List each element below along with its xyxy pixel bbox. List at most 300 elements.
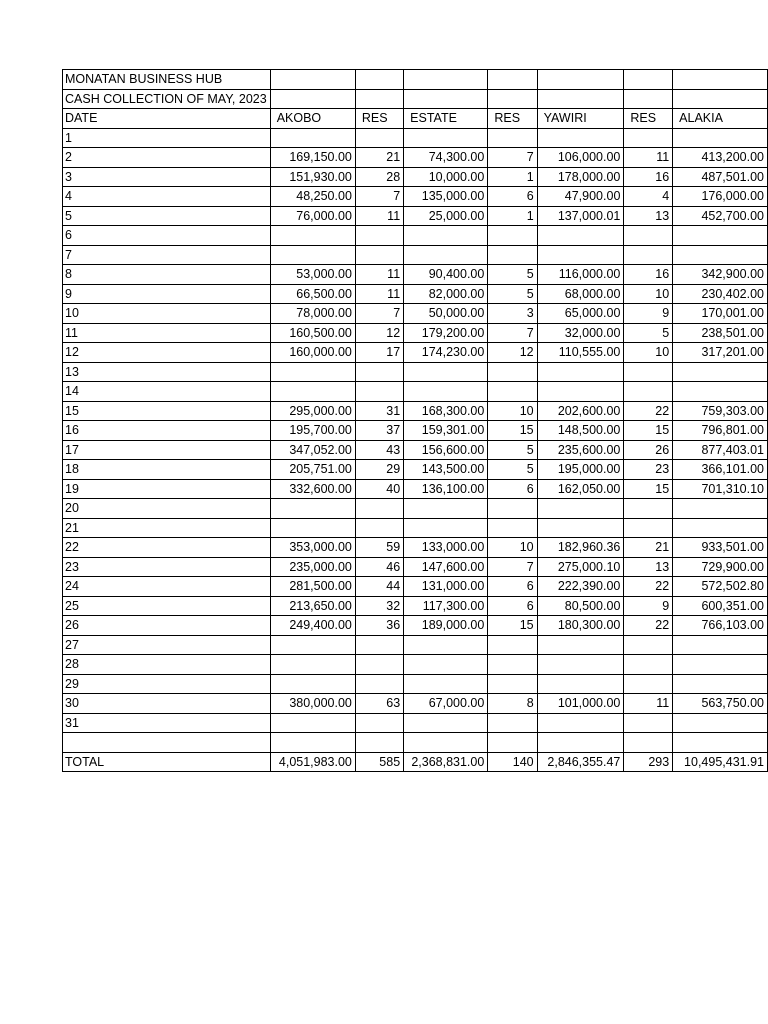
value-cell[interactable] bbox=[537, 733, 624, 753]
value-cell[interactable] bbox=[537, 518, 624, 538]
value-cell[interactable]: 766,103.00 bbox=[673, 616, 768, 636]
value-cell[interactable]: 148,500.00 bbox=[537, 421, 624, 441]
value-cell[interactable]: 5 bbox=[488, 460, 537, 480]
date-cell[interactable]: 24 bbox=[63, 577, 271, 597]
value-cell[interactable]: 178,000.00 bbox=[537, 167, 624, 187]
value-cell[interactable] bbox=[355, 733, 403, 753]
value-cell[interactable]: 701,310.10 bbox=[673, 479, 768, 499]
value-cell[interactable]: 487,501.00 bbox=[673, 167, 768, 187]
date-cell[interactable]: 1 bbox=[63, 128, 271, 148]
value-cell[interactable]: 180,300.00 bbox=[537, 616, 624, 636]
value-cell[interactable]: 796,801.00 bbox=[673, 421, 768, 441]
column-header[interactable]: ESTATE bbox=[404, 109, 488, 129]
value-cell[interactable] bbox=[673, 245, 768, 265]
value-cell[interactable]: 10,000.00 bbox=[404, 167, 488, 187]
value-cell[interactable]: 32,000.00 bbox=[537, 323, 624, 343]
value-cell[interactable]: 293 bbox=[624, 752, 673, 772]
date-cell[interactable]: 20 bbox=[63, 499, 271, 519]
table-row bbox=[63, 616, 768, 636]
value-cell[interactable] bbox=[624, 655, 673, 675]
value-cell[interactable]: 48,250.00 bbox=[270, 187, 355, 207]
value-cell[interactable] bbox=[355, 128, 403, 148]
date-cell[interactable]: 15 bbox=[63, 401, 271, 421]
value-cell[interactable]: 366,101.00 bbox=[673, 460, 768, 480]
value-cell[interactable]: 16 bbox=[624, 167, 673, 187]
value-cell[interactable]: 7 bbox=[488, 557, 537, 577]
value-cell[interactable] bbox=[270, 733, 355, 753]
value-cell[interactable]: 17 bbox=[355, 343, 403, 363]
cell[interactable] bbox=[355, 89, 403, 109]
value-cell[interactable]: 65,000.00 bbox=[537, 304, 624, 324]
value-cell[interactable]: 353,000.00 bbox=[270, 538, 355, 558]
value-cell[interactable] bbox=[355, 499, 403, 519]
date-cell[interactable]: 25 bbox=[63, 596, 271, 616]
column-header[interactable]: YAWIRI bbox=[537, 109, 624, 129]
value-cell[interactable] bbox=[488, 518, 537, 538]
table-row bbox=[63, 343, 768, 363]
value-cell[interactable]: 6 bbox=[488, 187, 537, 207]
date-cell[interactable]: 9 bbox=[63, 284, 271, 304]
value-cell[interactable] bbox=[404, 518, 488, 538]
value-cell[interactable]: 50,000.00 bbox=[404, 304, 488, 324]
table-row bbox=[63, 226, 768, 246]
cell[interactable] bbox=[488, 89, 537, 109]
value-cell[interactable] bbox=[537, 713, 624, 733]
value-cell[interactable] bbox=[404, 635, 488, 655]
value-cell[interactable]: 101,000.00 bbox=[537, 694, 624, 714]
value-cell[interactable] bbox=[673, 499, 768, 519]
cell[interactable] bbox=[537, 89, 624, 109]
column-header[interactable]: RES bbox=[488, 109, 537, 129]
value-cell[interactable]: 759,303.00 bbox=[673, 401, 768, 421]
value-cell[interactable]: 933,501.00 bbox=[673, 538, 768, 558]
value-cell[interactable] bbox=[537, 362, 624, 382]
column-header[interactable]: RES bbox=[624, 109, 673, 129]
date-cell[interactable]: 21 bbox=[63, 518, 271, 538]
value-cell[interactable] bbox=[673, 655, 768, 675]
value-cell[interactable]: 7 bbox=[488, 323, 537, 343]
value-cell[interactable]: 572,502.80 bbox=[673, 577, 768, 597]
value-cell[interactable] bbox=[673, 518, 768, 538]
value-cell[interactable]: 40 bbox=[355, 479, 403, 499]
value-cell[interactable]: 275,000.10 bbox=[537, 557, 624, 577]
date-cell[interactable]: 8 bbox=[63, 265, 271, 285]
value-cell[interactable] bbox=[355, 518, 403, 538]
value-cell[interactable]: 16 bbox=[624, 265, 673, 285]
value-cell[interactable]: 116,000.00 bbox=[537, 265, 624, 285]
value-cell[interactable] bbox=[404, 128, 488, 148]
value-cell[interactable]: 46 bbox=[355, 557, 403, 577]
value-cell[interactable]: 13 bbox=[624, 206, 673, 226]
value-cell[interactable] bbox=[488, 655, 537, 675]
value-cell[interactable]: 117,300.00 bbox=[404, 596, 488, 616]
value-cell[interactable]: 22 bbox=[624, 401, 673, 421]
cell[interactable] bbox=[270, 70, 355, 90]
value-cell[interactable]: 135,000.00 bbox=[404, 187, 488, 207]
value-cell[interactable] bbox=[624, 499, 673, 519]
value-cell[interactable]: 1 bbox=[488, 206, 537, 226]
table-row bbox=[63, 538, 768, 558]
value-cell[interactable] bbox=[488, 674, 537, 694]
column-header[interactable]: RES bbox=[355, 109, 403, 129]
date-cell[interactable]: 31 bbox=[63, 713, 271, 733]
value-cell[interactable]: 32 bbox=[355, 596, 403, 616]
value-cell[interactable] bbox=[404, 382, 488, 402]
table-row bbox=[63, 635, 768, 655]
value-cell[interactable]: 15 bbox=[488, 421, 537, 441]
value-cell[interactable]: 22 bbox=[624, 577, 673, 597]
value-cell[interactable]: 5 bbox=[488, 440, 537, 460]
value-cell[interactable]: 80,500.00 bbox=[537, 596, 624, 616]
value-cell[interactable]: 6 bbox=[488, 596, 537, 616]
date-cell[interactable]: 3 bbox=[63, 167, 271, 187]
date-cell[interactable]: 13 bbox=[63, 362, 271, 382]
date-cell[interactable]: 28 bbox=[63, 655, 271, 675]
value-cell[interactable]: 21 bbox=[624, 538, 673, 558]
value-cell[interactable]: 53,000.00 bbox=[270, 265, 355, 285]
value-cell[interactable]: 10 bbox=[488, 538, 537, 558]
table-row bbox=[63, 362, 768, 382]
value-cell[interactable] bbox=[624, 733, 673, 753]
value-cell[interactable]: 11 bbox=[355, 284, 403, 304]
value-cell[interactable] bbox=[537, 245, 624, 265]
value-cell[interactable] bbox=[270, 518, 355, 538]
date-cell[interactable]: TOTAL bbox=[63, 752, 271, 772]
column-header[interactable]: DATE bbox=[63, 109, 271, 129]
date-cell[interactable]: 18 bbox=[63, 460, 271, 480]
value-cell[interactable]: 174,230.00 bbox=[404, 343, 488, 363]
table-row bbox=[63, 128, 768, 148]
value-cell[interactable]: 317,201.00 bbox=[673, 343, 768, 363]
value-cell[interactable]: 78,000.00 bbox=[270, 304, 355, 324]
value-cell[interactable] bbox=[404, 733, 488, 753]
value-cell[interactable]: 43 bbox=[355, 440, 403, 460]
value-cell[interactable] bbox=[355, 674, 403, 694]
value-cell[interactable]: 169,150.00 bbox=[270, 148, 355, 168]
value-cell[interactable]: 9 bbox=[624, 596, 673, 616]
date-cell[interactable]: 4 bbox=[63, 187, 271, 207]
value-cell[interactable]: 10,495,431.91 bbox=[673, 752, 768, 772]
value-cell[interactable]: 15 bbox=[624, 421, 673, 441]
value-cell[interactable]: 6 bbox=[488, 577, 537, 597]
value-cell[interactable]: 5 bbox=[488, 284, 537, 304]
value-cell[interactable] bbox=[537, 382, 624, 402]
value-cell[interactable] bbox=[355, 362, 403, 382]
cell[interactable] bbox=[270, 89, 355, 109]
value-cell[interactable] bbox=[404, 674, 488, 694]
cell[interactable] bbox=[624, 89, 673, 109]
date-cell[interactable]: 10 bbox=[63, 304, 271, 324]
value-cell[interactable]: 162,050.00 bbox=[537, 479, 624, 499]
date-cell[interactable]: 6 bbox=[63, 226, 271, 246]
table-row bbox=[63, 284, 768, 304]
value-cell[interactable]: 67,000.00 bbox=[404, 694, 488, 714]
value-cell[interactable]: 133,000.00 bbox=[404, 538, 488, 558]
value-cell[interactable] bbox=[488, 733, 537, 753]
date-cell[interactable]: 30 bbox=[63, 694, 271, 714]
value-cell[interactable]: 140 bbox=[488, 752, 537, 772]
table-row bbox=[63, 518, 768, 538]
cell[interactable] bbox=[673, 89, 768, 109]
cell[interactable] bbox=[404, 70, 488, 90]
value-cell[interactable] bbox=[624, 518, 673, 538]
value-cell[interactable]: 4 bbox=[624, 187, 673, 207]
value-cell[interactable]: 21 bbox=[355, 148, 403, 168]
value-cell[interactable] bbox=[673, 713, 768, 733]
value-cell[interactable]: 10 bbox=[624, 343, 673, 363]
value-cell[interactable]: 143,500.00 bbox=[404, 460, 488, 480]
value-cell[interactable] bbox=[404, 362, 488, 382]
date-cell[interactable]: 14 bbox=[63, 382, 271, 402]
value-cell[interactable]: 36 bbox=[355, 616, 403, 636]
value-cell[interactable]: 281,500.00 bbox=[270, 577, 355, 597]
value-cell[interactable] bbox=[673, 635, 768, 655]
value-cell[interactable]: 3 bbox=[488, 304, 537, 324]
value-cell[interactable]: 222,390.00 bbox=[537, 577, 624, 597]
value-cell[interactable]: 82,000.00 bbox=[404, 284, 488, 304]
value-cell[interactable]: 11 bbox=[624, 148, 673, 168]
value-cell[interactable]: 15 bbox=[488, 616, 537, 636]
value-cell[interactable]: 5 bbox=[488, 265, 537, 285]
value-cell[interactable] bbox=[673, 382, 768, 402]
value-cell[interactable] bbox=[270, 382, 355, 402]
date-cell[interactable]: 23 bbox=[63, 557, 271, 577]
value-cell[interactable] bbox=[355, 245, 403, 265]
date-cell[interactable]: 16 bbox=[63, 421, 271, 441]
date-cell[interactable]: 11 bbox=[63, 323, 271, 343]
value-cell[interactable] bbox=[488, 635, 537, 655]
value-cell[interactable]: 179,200.00 bbox=[404, 323, 488, 343]
value-cell[interactable] bbox=[624, 713, 673, 733]
date-cell[interactable]: 5 bbox=[63, 206, 271, 226]
value-cell[interactable] bbox=[488, 226, 537, 246]
value-cell[interactable] bbox=[488, 128, 537, 148]
value-cell[interactable] bbox=[488, 362, 537, 382]
column-header[interactable]: ALAKIA bbox=[673, 109, 768, 129]
value-cell[interactable]: 11 bbox=[355, 206, 403, 226]
value-cell[interactable]: 106,000.00 bbox=[537, 148, 624, 168]
cell[interactable] bbox=[355, 70, 403, 90]
value-cell[interactable]: 8 bbox=[488, 694, 537, 714]
value-cell[interactable]: 76,000.00 bbox=[270, 206, 355, 226]
value-cell[interactable]: 235,600.00 bbox=[537, 440, 624, 460]
value-cell[interactable]: 195,000.00 bbox=[537, 460, 624, 480]
value-cell[interactable]: 585 bbox=[355, 752, 403, 772]
value-cell[interactable] bbox=[404, 245, 488, 265]
date-cell[interactable]: 22 bbox=[63, 538, 271, 558]
value-cell[interactable]: 11 bbox=[355, 265, 403, 285]
value-cell[interactable] bbox=[355, 382, 403, 402]
value-cell[interactable]: 7 bbox=[488, 148, 537, 168]
value-cell[interactable] bbox=[673, 733, 768, 753]
value-cell[interactable]: 47,900.00 bbox=[537, 187, 624, 207]
cell[interactable] bbox=[673, 70, 768, 90]
value-cell[interactable]: 136,100.00 bbox=[404, 479, 488, 499]
column-header[interactable]: AKOBO bbox=[270, 109, 355, 129]
value-cell[interactable]: 156,600.00 bbox=[404, 440, 488, 460]
value-cell[interactable] bbox=[537, 128, 624, 148]
value-cell[interactable] bbox=[404, 713, 488, 733]
value-cell[interactable]: 147,600.00 bbox=[404, 557, 488, 577]
cell[interactable] bbox=[624, 70, 673, 90]
value-cell[interactable] bbox=[537, 499, 624, 519]
value-cell[interactable]: 23 bbox=[624, 460, 673, 480]
value-cell[interactable] bbox=[355, 635, 403, 655]
value-cell[interactable]: 249,400.00 bbox=[270, 616, 355, 636]
value-cell[interactable]: 235,000.00 bbox=[270, 557, 355, 577]
value-cell[interactable]: 28 bbox=[355, 167, 403, 187]
value-cell[interactable] bbox=[488, 245, 537, 265]
value-cell[interactable]: 2,368,831.00 bbox=[404, 752, 488, 772]
value-cell[interactable]: 563,750.00 bbox=[673, 694, 768, 714]
value-cell[interactable] bbox=[624, 226, 673, 246]
value-cell[interactable] bbox=[404, 499, 488, 519]
value-cell[interactable] bbox=[355, 713, 403, 733]
value-cell[interactable]: 10 bbox=[488, 401, 537, 421]
value-cell[interactable] bbox=[624, 635, 673, 655]
value-cell[interactable]: 877,403.01 bbox=[673, 440, 768, 460]
value-cell[interactable]: 189,000.00 bbox=[404, 616, 488, 636]
date-cell[interactable]: 2 bbox=[63, 148, 271, 168]
value-cell[interactable] bbox=[270, 226, 355, 246]
value-cell[interactable]: 10 bbox=[624, 284, 673, 304]
value-cell[interactable] bbox=[270, 128, 355, 148]
value-cell[interactable]: 347,052.00 bbox=[270, 440, 355, 460]
value-cell[interactable]: 22 bbox=[624, 616, 673, 636]
value-cell[interactable]: 26 bbox=[624, 440, 673, 460]
value-cell[interactable]: 7 bbox=[355, 304, 403, 324]
value-cell[interactable]: 44 bbox=[355, 577, 403, 597]
value-cell[interactable] bbox=[673, 226, 768, 246]
value-cell[interactable] bbox=[673, 362, 768, 382]
value-cell[interactable]: 25,000.00 bbox=[404, 206, 488, 226]
value-cell[interactable]: 29 bbox=[355, 460, 403, 480]
value-cell[interactable]: 600,351.00 bbox=[673, 596, 768, 616]
value-cell[interactable]: 110,555.00 bbox=[537, 343, 624, 363]
value-cell[interactable] bbox=[488, 499, 537, 519]
value-cell[interactable] bbox=[270, 655, 355, 675]
value-cell[interactable]: 205,751.00 bbox=[270, 460, 355, 480]
value-cell[interactable] bbox=[488, 382, 537, 402]
value-cell[interactable] bbox=[270, 635, 355, 655]
value-cell[interactable] bbox=[355, 655, 403, 675]
value-cell[interactable] bbox=[624, 245, 673, 265]
cell[interactable] bbox=[404, 89, 488, 109]
date-cell[interactable]: 19 bbox=[63, 479, 271, 499]
cell[interactable] bbox=[63, 89, 271, 109]
value-cell[interactable]: 1 bbox=[488, 167, 537, 187]
value-cell[interactable] bbox=[404, 226, 488, 246]
value-cell[interactable]: 295,000.00 bbox=[270, 401, 355, 421]
value-cell[interactable]: 202,600.00 bbox=[537, 401, 624, 421]
value-cell[interactable]: 151,930.00 bbox=[270, 167, 355, 187]
date-cell[interactable]: 7 bbox=[63, 245, 271, 265]
value-cell[interactable] bbox=[404, 655, 488, 675]
value-cell[interactable] bbox=[270, 713, 355, 733]
value-cell[interactable]: 11 bbox=[624, 694, 673, 714]
value-cell[interactable] bbox=[537, 635, 624, 655]
value-cell[interactable] bbox=[624, 382, 673, 402]
date-cell[interactable]: 27 bbox=[63, 635, 271, 655]
value-cell[interactable]: 12 bbox=[488, 343, 537, 363]
value-cell[interactable]: 160,500.00 bbox=[270, 323, 355, 343]
value-cell[interactable]: 230,402.00 bbox=[673, 284, 768, 304]
value-cell[interactable]: 729,900.00 bbox=[673, 557, 768, 577]
value-cell[interactable]: 238,501.00 bbox=[673, 323, 768, 343]
value-cell[interactable] bbox=[537, 655, 624, 675]
value-cell[interactable] bbox=[673, 674, 768, 694]
value-cell[interactable]: 13 bbox=[624, 557, 673, 577]
value-cell[interactable] bbox=[624, 674, 673, 694]
value-cell[interactable]: 74,300.00 bbox=[404, 148, 488, 168]
cell[interactable] bbox=[488, 70, 537, 90]
cell[interactable] bbox=[537, 70, 624, 90]
value-cell[interactable]: 15 bbox=[624, 479, 673, 499]
value-cell[interactable]: 2,846,355.47 bbox=[537, 752, 624, 772]
value-cell[interactable]: 160,000.00 bbox=[270, 343, 355, 363]
date-cell[interactable]: 17 bbox=[63, 440, 271, 460]
subtitle-row bbox=[63, 89, 768, 109]
date-cell[interactable]: 12 bbox=[63, 343, 271, 363]
value-cell[interactable]: 213,650.00 bbox=[270, 596, 355, 616]
date-cell[interactable]: 26 bbox=[63, 616, 271, 636]
value-cell[interactable] bbox=[270, 245, 355, 265]
value-cell[interactable]: 380,000.00 bbox=[270, 694, 355, 714]
value-cell[interactable]: 131,000.00 bbox=[404, 577, 488, 597]
value-cell[interactable]: 6 bbox=[488, 479, 537, 499]
value-cell[interactable]: 90,400.00 bbox=[404, 265, 488, 285]
value-cell[interactable] bbox=[624, 362, 673, 382]
value-cell[interactable] bbox=[270, 499, 355, 519]
value-cell[interactable]: 7 bbox=[355, 187, 403, 207]
value-cell[interactable]: 31 bbox=[355, 401, 403, 421]
value-cell[interactable] bbox=[537, 674, 624, 694]
table-row bbox=[63, 323, 768, 343]
value-cell[interactable]: 182,960.36 bbox=[537, 538, 624, 558]
date-cell[interactable]: 29 bbox=[63, 674, 271, 694]
value-cell[interactable] bbox=[673, 128, 768, 148]
value-cell[interactable] bbox=[537, 226, 624, 246]
value-cell[interactable]: 68,000.00 bbox=[537, 284, 624, 304]
value-cell[interactable]: 137,000.01 bbox=[537, 206, 624, 226]
value-cell[interactable] bbox=[270, 362, 355, 382]
value-cell[interactable]: 168,300.00 bbox=[404, 401, 488, 421]
value-cell[interactable]: 413,200.00 bbox=[673, 148, 768, 168]
value-cell[interactable]: 170,001.00 bbox=[673, 304, 768, 324]
value-cell[interactable]: 5 bbox=[624, 323, 673, 343]
value-cell[interactable]: 195,700.00 bbox=[270, 421, 355, 441]
value-cell[interactable]: 332,600.00 bbox=[270, 479, 355, 499]
value-cell[interactable]: 63 bbox=[355, 694, 403, 714]
cell[interactable] bbox=[63, 70, 271, 90]
value-cell[interactable]: 4,051,983.00 bbox=[270, 752, 355, 772]
value-cell[interactable]: 37 bbox=[355, 421, 403, 441]
date-cell[interactable] bbox=[63, 733, 271, 753]
value-cell[interactable]: 9 bbox=[624, 304, 673, 324]
value-cell[interactable] bbox=[270, 674, 355, 694]
value-cell[interactable]: 176,000.00 bbox=[673, 187, 768, 207]
value-cell[interactable] bbox=[624, 128, 673, 148]
value-cell[interactable] bbox=[488, 713, 537, 733]
value-cell[interactable]: 452,700.00 bbox=[673, 206, 768, 226]
value-cell[interactable]: 12 bbox=[355, 323, 403, 343]
table-row bbox=[63, 479, 768, 499]
value-cell[interactable]: 159,301.00 bbox=[404, 421, 488, 441]
value-cell[interactable]: 66,500.00 bbox=[270, 284, 355, 304]
value-cell[interactable]: 59 bbox=[355, 538, 403, 558]
value-cell[interactable] bbox=[355, 226, 403, 246]
value-cell[interactable]: 342,900.00 bbox=[673, 265, 768, 285]
